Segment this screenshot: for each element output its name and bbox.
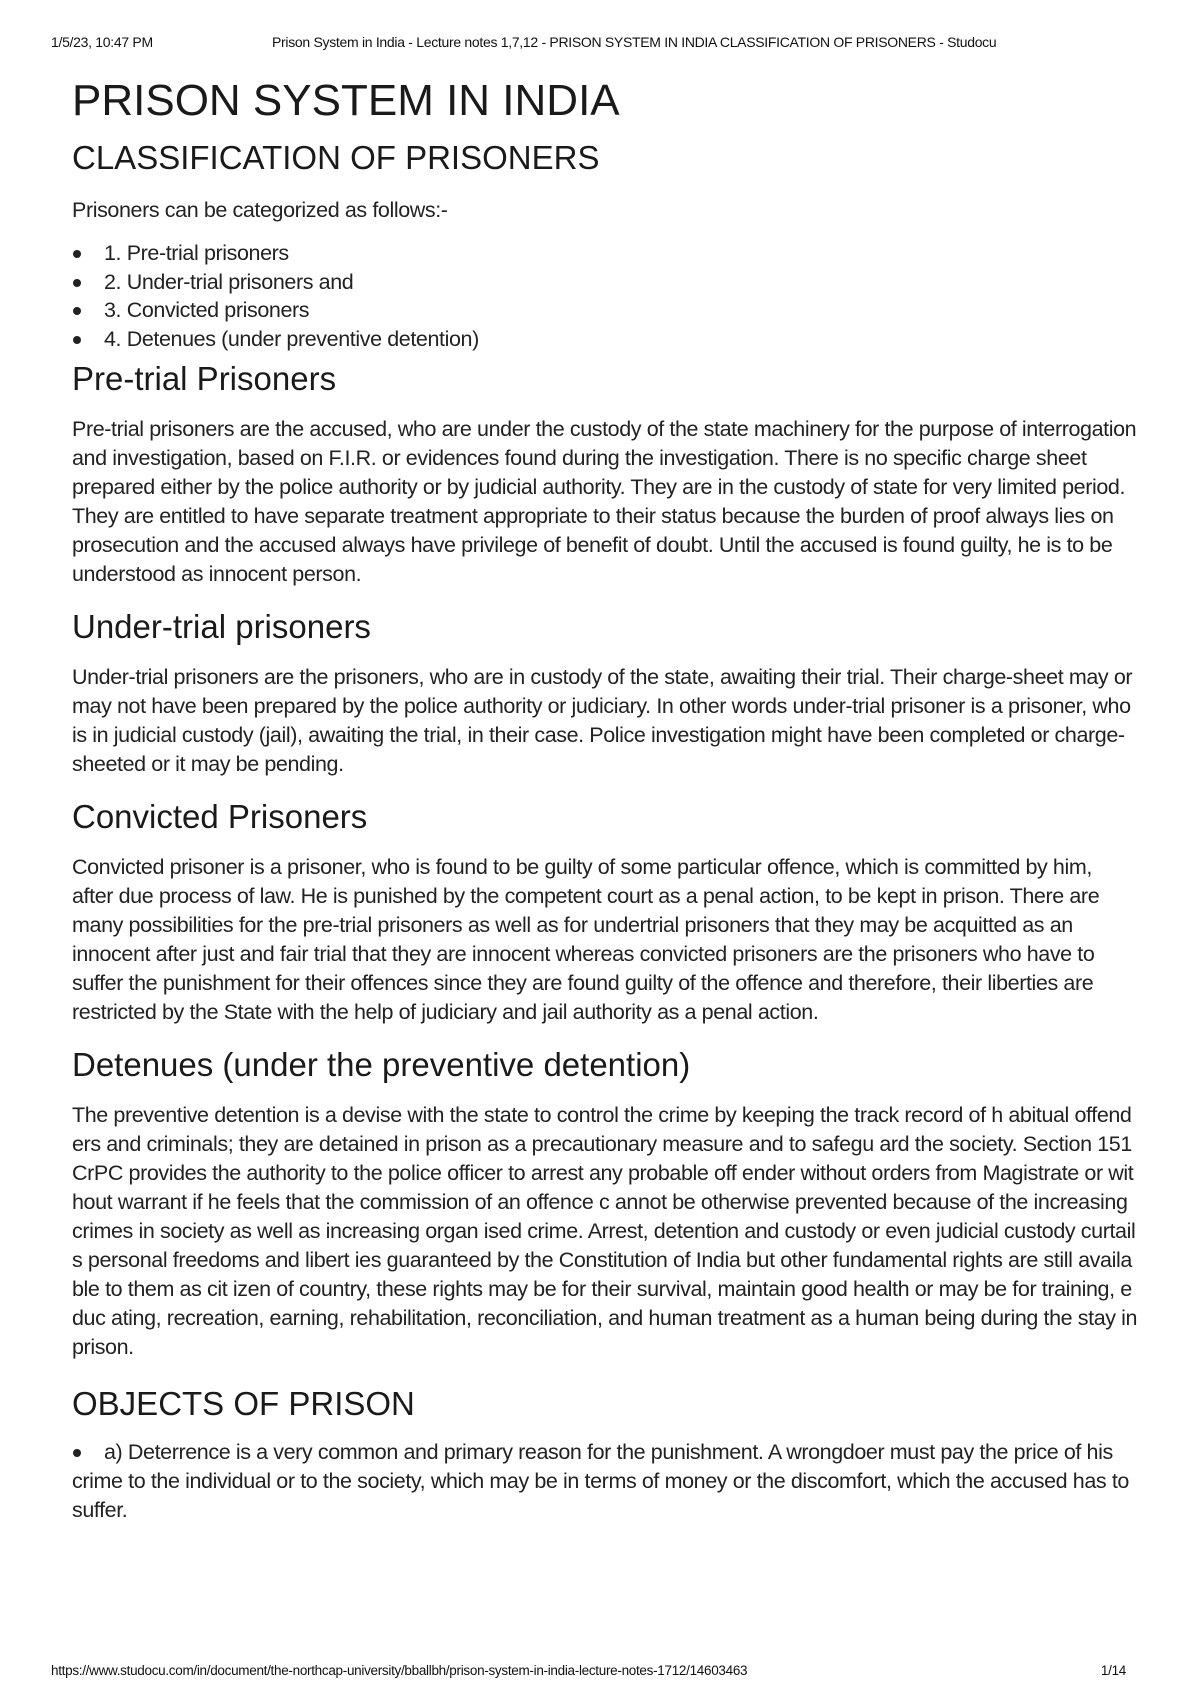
category-list [72, 239, 1138, 353]
list-item: a) Deterrence is a very common and primary reason for the punishment. A wrongdoer must pay the price of his crime to the individual or to the society, which may be in terms of money or the discomfort, which the accused has to suffer. [72, 1440, 1129, 1522]
list-item: 2. Under-trial prisoners and [72, 268, 1138, 297]
bullet-icon [73, 307, 81, 315]
section-heading: Convicted Prisoners [72, 798, 368, 835]
print-page-title: Prison System in India - Lecture notes 1,7,12 - PRISON SYSTEM IN INDIA CLASSIFICATION OF PRISONERS - Studocu [272, 34, 997, 50]
section-convicted [72, 793, 1138, 1027]
source-url: https://www.studocu.com/in/document/the-northcap-university/bballbh/prison-system-in-india-lecture-notes-1712/14603463 [51, 1663, 748, 1678]
intro-text: Prisoners can be categorized as follows:- [72, 198, 448, 222]
section-body: Under-trial prisoners are the prisoners, who are in custody of the state, awaiting their trial. Their charge-sheet may or may not have been prepared by the police authority or judiciary. In other words under-trial prisoner is a prisoner, who is in judicial custody (jail), awaiting the trial, in their case. Police investigation might have been completed or charge-sheeted or it may be pending. [72, 665, 1133, 776]
section-detenues [72, 1041, 1138, 1362]
section-objects [72, 1380, 1138, 1525]
print-date: 1/5/23, 10:47 PM [51, 34, 153, 50]
section-pre-trial [72, 355, 1138, 589]
bullet-icon [73, 279, 81, 287]
section-heading: Detenues (under the preventive detention) [72, 1046, 691, 1083]
objects-list [72, 1438, 1138, 1525]
section-heading: Pre-trial Prisoners [72, 360, 337, 397]
list-item: 1. Pre-trial prisoners [72, 239, 1138, 268]
list-item: 3. Convicted prisoners [72, 296, 1138, 325]
print-footer [51, 1663, 1140, 1683]
bullet-icon [73, 1449, 81, 1457]
list-item: 4. Detenues (under preventive detention) [72, 325, 1138, 354]
section-body: Pre-trial prisoners are the accused, who are under the custody of the state machinery for the purpose of interrogation and investigation, based on F.I.R. or evidences found during the investigation. There is no specific charge sheet prepared either by the police authority or by judicial authority. They are in the custody of state for very limited period. They are entitled to have separate treatment appropriate to their status because the burden of proof always lies on prosecution and the accused always have privilege of benefit of doubt. Until the accused is found guilty, he is to be understood as innocent person. [72, 417, 1137, 586]
bullet-icon [73, 336, 81, 344]
document-subtitle: CLASSIFICATION OF PRISONERS [72, 139, 600, 176]
document-content [72, 70, 1138, 1525]
print-header [51, 34, 1140, 54]
section-heading: Under-trial prisoners [72, 608, 371, 645]
section-under-trial [72, 603, 1138, 779]
document-title: PRISON SYSTEM IN INDIA [72, 76, 620, 125]
bullet-icon [73, 250, 81, 258]
section-body: The preventive detention is a devise with the state to control the crime by keeping the track record of h abitual offenders and criminals; they are detained in prison as a precautionary measure and to safegu ard the society. Section 151 CrPC provides the authority to the police officer to arrest any probable off ender without orders from Magistrate or without warrant if he feels that the commission of an offence c annot be otherwise prevented because of the increasing crimes in society as well as increasing organ ised crime. Arrest, detention and custody or even judicial custody curtails personal freedoms and libert ies guaranteed by the Constitution of India but other fundamental rights are still available to them as cit izen of country, these rights may be for their survival, maintain good health or may be for training, educ ating, recreation, earning, rehabilitation, reconciliation, and human treatment as a human being during the stay in prison. [72, 1103, 1138, 1359]
section-body: Convicted prisoner is a prisoner, who is found to be guilty of some particular offence, which is committed by him, after due process of law. He is punished by the competent court as a penal action, to be kept in prison. There are many possibilities for the pre-trial prisoners as well as for undertrial prisoners that they may be acquitted as an innocent after just and fair trial that they are innocent whereas convicted prisoners are the prisoners who have to suffer the punishment for their offences since they are found guilty of the offence and therefore, their liberties are restricted by the State with the help of judiciary and jail authority as a penal action. [72, 855, 1100, 1024]
page-number: 1/14 [1100, 1663, 1126, 1678]
section-heading: OBJECTS OF PRISON [72, 1385, 415, 1422]
